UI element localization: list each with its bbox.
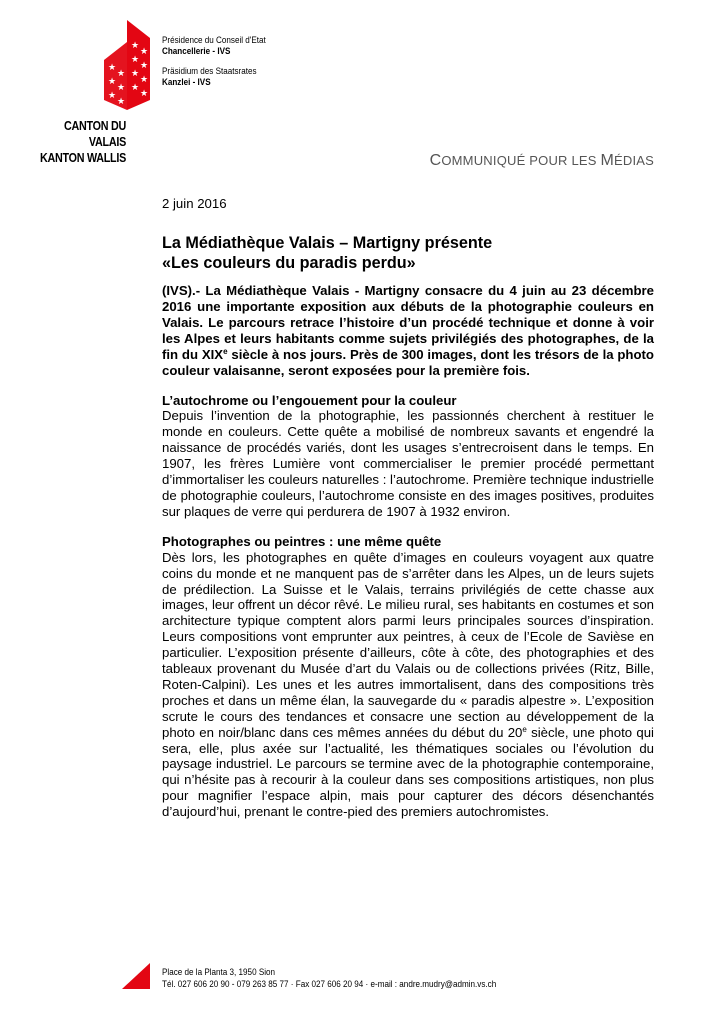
release-title bbox=[162, 234, 654, 273]
svg-text:★: ★ bbox=[131, 55, 140, 65]
svg-text:★: ★ bbox=[117, 69, 126, 79]
svg-text:★: ★ bbox=[140, 75, 149, 85]
header-line-kanzlei: Kanzlei - IVS bbox=[162, 77, 211, 87]
title-line-2: «Les couleurs du paradis perdu» bbox=[162, 253, 416, 272]
footer-contact: Tél. 027 606 20 90 - 079 263 85 77 · Fax 027 606 20 94 · e-mail : andre.mudry@admin.vs.ch bbox=[162, 979, 497, 989]
svg-text:★: ★ bbox=[108, 77, 117, 87]
footer bbox=[162, 966, 496, 990]
svg-text:★: ★ bbox=[140, 47, 149, 57]
svg-text:★: ★ bbox=[131, 83, 140, 93]
release-date: 2 juin 2016 bbox=[162, 196, 227, 211]
header-block-de bbox=[162, 66, 257, 88]
communique-heading: COMMUNIQUÉ POUR LES MÉDIAS bbox=[429, 152, 654, 169]
header-line-presidence: Présidence du Conseil d'Etat bbox=[162, 35, 266, 45]
press-release-body bbox=[162, 196, 654, 834]
header-line-chancellerie: Chancellerie - IVS bbox=[162, 46, 231, 56]
footer-address: Place de la Planta 3, 1950 Sion bbox=[162, 967, 276, 977]
section-2-heading: Photographes ou peintres : une même quête bbox=[162, 533, 442, 549]
svg-text:★: ★ bbox=[131, 41, 140, 51]
svg-text:★: ★ bbox=[140, 61, 149, 71]
svg-text:★: ★ bbox=[108, 63, 117, 73]
header-line-prasidium: Präsidium des Staatsrates bbox=[162, 66, 257, 76]
svg-text:★: ★ bbox=[117, 97, 126, 107]
svg-text:★: ★ bbox=[117, 83, 126, 93]
canton-name-fr: CANTON DU VALAIS bbox=[64, 119, 126, 149]
section-1-heading: L’autochrome ou l’engouement pour la couleur bbox=[162, 392, 457, 408]
valais-coat-of-arms-logo bbox=[104, 20, 150, 110]
title-line-1: La Médiathèque Valais – Martigny présente bbox=[162, 233, 493, 252]
footer-red-triangle bbox=[122, 963, 150, 989]
section-2-paragraph: Dès lors, les photographes en quête d’images en couleurs voyagent aux quatre coins du monde et ne manquent pas de s’arrêter dans les Alpes, un de leurs sujets de prédilection. La Suisse et le Valais, terrains privilégiés de cette chasse aux images, leur offrent un décor rêvé. Le milieu rural, ses habitants en costumes et son architecture typique comptent alors parmi leurs principales sources d’inspiration. Leurs compositions vont emprunter aux peintres, à ceux de l’Ecole de Savièse en particulier. L’exposition présente d’ailleurs, côte à côte, des photographies et des tableaux provenant du Musée d’art du Valais ou de collections privées (Ritz, Bille, Roten-Calpini). Les unes et les autres immortalisent, dans des compositions très proches et dans un même élan, la sauvegarde du « paradis alpestre ». L’exposition scrute le cours des tendances et consacre une section au développement de la photo en noir/blanc dans ces mêmes années du début du 20e siècle, une photo qui sera, elle, plus axée sur l’actualité, les thématiques sociales ou l’évolution du paysage industriel. Le parcours se termine avec de la photographie contemporaine, qui n’hésite pas à recourir à la couleur dans ses compositions artistiques, non plus pour magnifier l’espace alpin, mais pour capturer des décors désenchantés d’aujourd’hui, prenant le contre-pied des premiers autochromistes. bbox=[162, 549, 654, 820]
lead-paragraph: (IVS).- La Médiathèque Valais - Martigny consacre du 4 juin au 23 décembre 2016 une importante exposition aux débuts de la photographie couleurs en Valais. Le parcours retrace l’histoire d’un procédé technique et donne à voir les Alpes et leurs habitants comme sujets privilégiés des photographes, de la fin du XIXe siècle à nos jours. Près de 300 images, dont les trésors de la photo couleur valaisanne, seront exposées pour la première fois. bbox=[162, 283, 654, 378]
canton-name-de: KANTON WALLIS bbox=[39, 151, 126, 165]
svg-text:★: ★ bbox=[131, 69, 140, 79]
svg-text:★: ★ bbox=[108, 91, 117, 101]
canton-name bbox=[35, 118, 126, 166]
svg-text:★: ★ bbox=[140, 89, 149, 99]
header-block-fr bbox=[162, 35, 266, 57]
section-1-paragraph: Depuis l’invention de la photographie, les passionnés cherchent à restituer le monde en couleurs. Cette quête a mobilisé de nombreux savants et engendré la naissance de procédés variés, dont les usages s’entrecroisent dans le temps. En 1907, les frères Lumière vont commercialiser le premier procédé permettant d’immortaliser les couleurs naturelles : l’autochrome. Première technique industrielle de photographie couleurs, l’autochrome consiste en des images positives, produites sur plaques de verre qui perdurera de 1907 à 1932 environ. bbox=[162, 408, 654, 519]
